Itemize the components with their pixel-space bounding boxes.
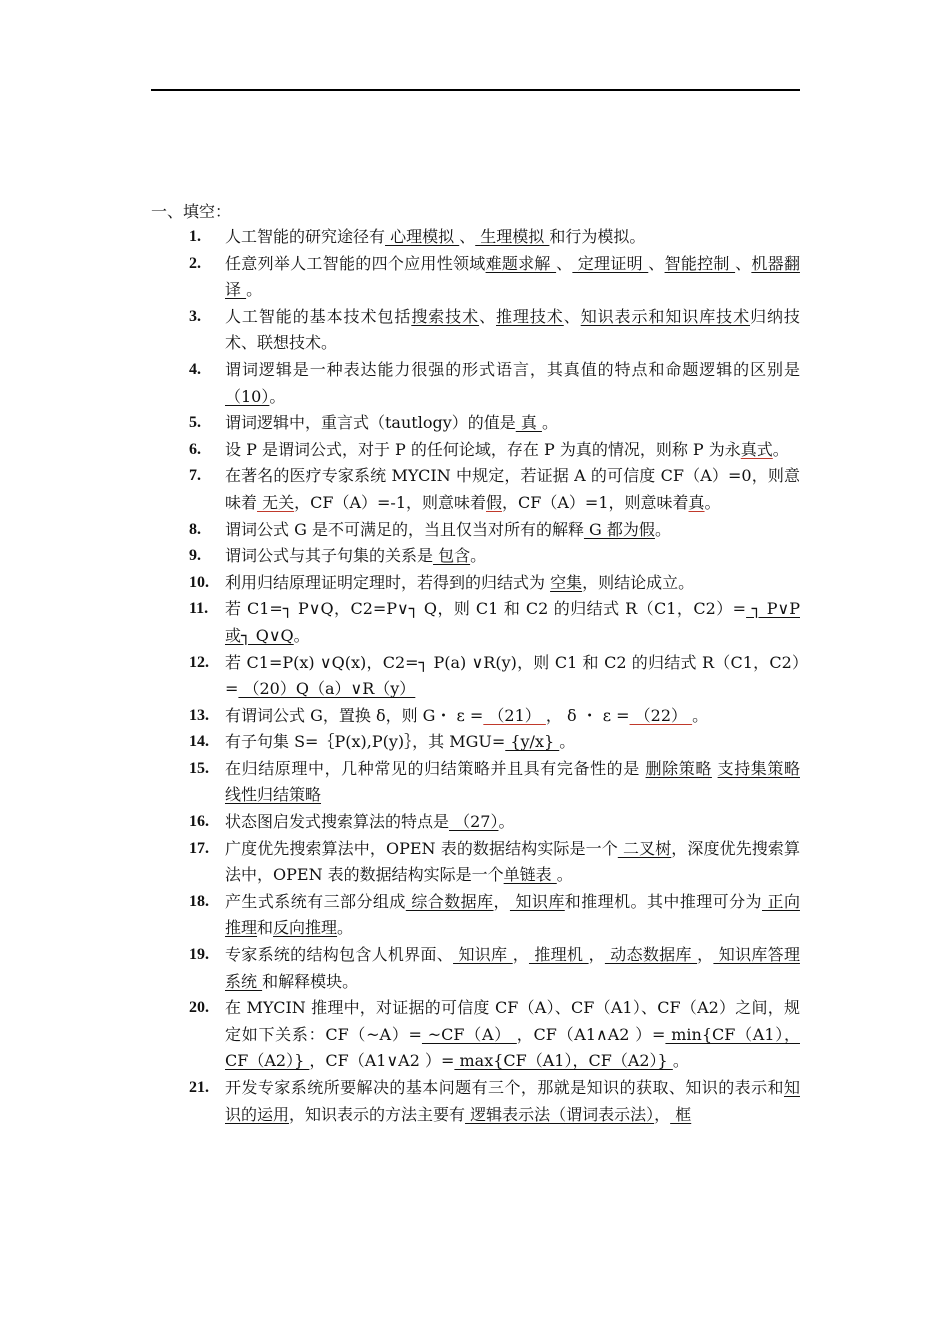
answer-blank: 包含 [433,546,471,566]
question-text: 。 [692,705,709,725]
answer-blank: （27） [449,812,499,832]
answer-blank: 机器翻译 [225,253,800,300]
answer-blank: 框 [670,1104,692,1124]
question-text: ， [697,945,714,965]
question-item [151,1075,800,1128]
question-item [151,995,800,1075]
answer-blank: 反向推理 [273,918,338,938]
document-body [151,200,800,1128]
answer-blank: 动态数据库 [604,945,698,965]
answer-blank: 难题求解 [485,253,557,273]
question-item [151,836,800,889]
question-text: 。 [772,439,789,459]
question-text: 。 [470,546,487,566]
question-number: 13. [189,706,209,724]
question-text: 。 [246,280,263,300]
answer-blank: max{CF（A1），CF（A2）} [454,1051,673,1071]
question-text: 。 [654,519,671,539]
question-number: 18. [189,892,209,910]
answer-blank: （22） [629,705,693,725]
question-text: 。 [498,812,515,832]
answer-blank: 生理模拟 [475,227,550,246]
question-text: 谓词公式 G 是不可满足的，当且仅当对所有的解释 [225,519,584,539]
answer-blank: 搜索技术 [411,306,480,326]
question-item [151,596,800,649]
page-header-rule [151,89,800,91]
answer-blank: （20）Q（a）∨R（y） [238,679,416,699]
answer-blank: 真 [688,492,705,512]
question-number: 19. [189,946,209,964]
question-text: 谓词逻辑是一种表达能力很强的形式语言，其真值的特点和命题逻辑的区别是 [225,359,800,379]
question-number: 20. [189,999,209,1017]
question-text: 。 [704,492,721,512]
question-item [151,251,800,304]
question-item [151,543,800,570]
question-text: 人工智能的研究途径有 [225,227,386,246]
question-text: ，知识表示的方法主要有 [289,1104,466,1124]
answer-blank: ~CF（A） [421,1024,517,1044]
question-text: ， [493,891,510,911]
question-text: 。 [337,918,354,938]
question-text: 归纳技术、联想技术。 [225,306,800,353]
answer-blank: 推理机 [528,945,589,965]
question-text: ，CF（A）=1，则意味着 [502,492,689,512]
answer-blank: 知识库 [509,891,565,911]
question-number: 6. [189,440,201,458]
question-text: 有子句集 S=｛P(x),P(y)｝，其 MGU= [225,732,506,752]
question-number: 15. [189,759,209,777]
answer-blank: 心理模拟 [385,227,460,246]
answer-blank: ┐ P∨P 或┐ Q∨Q [225,599,800,645]
question-text: 、 [459,227,476,246]
question-text: 、 [479,306,496,326]
section-heading: 一、填空： [151,202,232,221]
question-text: 产生式系统有三部分组成 [225,891,406,911]
question-number: 14. [189,733,209,751]
question-text: 、 [735,253,752,273]
question-number: 8. [189,520,201,538]
question-text: 和行为模拟。 [549,227,646,246]
question-item [151,304,800,357]
question-text: 谓词逻辑中，重言式（tautlogy）的值是 [225,413,516,433]
question-text: 广度优先搜索算法中，OPEN 表的数据结构实际是一个 [225,838,618,858]
question-text: 设 P 是谓词公式，对于 P 的任何论域，存在 P 为真的情况，则称 P 为永 [225,439,741,459]
question-item [151,703,800,730]
question-text: 在著名的医疗专家系统 MYCIN 中规定，若证据 A 的可信度 CF（A）=0，则意味着 [225,466,800,512]
question-text: 。 [269,386,286,406]
answer-blank: 支持集策略 [717,758,800,778]
question-text: 在归结原理中，几种常见的归结策略并且具有完备性的是 [225,758,646,778]
question-item [151,224,800,251]
question-text: 利用归结原理证明定理时，若得到的归结式为 [225,572,551,592]
question-list [151,224,800,1128]
question-text: ， δ ・ ε = [545,705,630,725]
question-text: ，CF（A1∧A2 ）= [516,1024,666,1044]
answer-blank: 知识库答理系统 [225,945,800,991]
question-text: 在 MYCIN 推理中，对证据的可信度 CF（A）、CF（A1）、CF（A2）之间，规定如下关系：CF（~A）= [225,998,800,1044]
question-text: 、 [563,306,581,326]
question-text: 。 [541,413,558,433]
answer-blank: 二叉树 [617,838,672,858]
question-text: ， [588,945,605,965]
question-number: 2. [189,254,201,272]
answer-blank: G 都为假 [583,519,655,539]
question-text: 。 [672,1051,689,1071]
question-text: 人工智能的基本技术包括 [225,306,412,326]
answer-blank: 无关 [257,492,295,512]
answer-blank: （10） [225,386,270,406]
answer-blank: 知识的运用 [225,1078,800,1124]
question-text: 。 [556,865,573,885]
question-item [151,410,800,437]
answer-blank: 删除策略 [645,758,712,778]
answer-blank: 综合数据库 [405,891,494,911]
question-text: 专家系统的结构包含人机界面、 [225,945,454,965]
question-number: 1. [189,228,201,245]
question-text: ， [654,1104,671,1124]
question-text: ，深度优先搜索算法中，OPEN 表的数据结构实际是一个 [225,838,800,885]
question-text: 。 [293,625,310,645]
question-item [151,942,800,995]
question-text: 和推理机。其中推理可分为 [564,891,762,911]
question-item [151,357,800,410]
answer-blank: （21） [483,705,546,725]
question-text: 、 [648,253,665,273]
question-number: 4. [189,360,201,378]
question-text: 状态图启发式搜索算法的特点是 [225,812,450,832]
question-text: 。 [559,732,576,752]
question-text: 有谓词公式 G，置换 δ，则 G・ ε = [225,705,484,725]
answer-blank: 正向推理 [225,891,800,938]
question-text: ，则结论成立。 [582,572,695,592]
question-item [151,756,800,809]
answer-blank: 知识表示和知识库技术 [580,306,751,326]
answer-blank: 真式 [740,439,773,459]
question-number: 11. [189,600,209,618]
answer-blank: 线性归结策略 [225,785,322,805]
question-item [151,729,800,756]
question-number: 17. [189,839,209,857]
question-text: 和解释模块。 [262,971,359,991]
question-text: ， [512,945,529,965]
question-number: 16. [189,813,209,831]
question-text: ，CF（A1∨A2 ）= [309,1051,455,1071]
question-text: 若 C1=P(x) ∨Q(x)，C2=┐ P(a) ∨R(y)，则 C1 和 C2 的归结式 R（C1，C2）= [225,652,800,699]
question-item [151,517,800,544]
question-item [151,437,800,464]
answer-blank: min{CF（A1），CF（A2）} [225,1024,800,1071]
answer-blank: 智能控制 [664,253,736,273]
question-text: 谓词公式与其子句集的关系是 [225,546,434,566]
answer-blank: 定理证明 [572,253,649,273]
answer-blank: 空集 [550,572,583,592]
question-text: 、 [556,253,573,273]
answer-blank: 单链表 [503,865,557,885]
question-item [151,889,800,942]
question-number: 21. [189,1079,209,1096]
question-item [151,809,800,836]
answer-blank: {y/x} [505,732,560,752]
question-number: 10. [189,573,209,591]
question-item [151,570,800,597]
answer-blank: 假 [486,492,503,512]
question-number: 7. [189,467,201,485]
answer-blank: 真 [515,413,542,433]
question-number: 12. [189,653,209,671]
question-text: 若 C1=┐ P∨Q，C2=P∨┐ Q，则 C1 和 C2 的归结式 R（C1，C2）= [225,599,747,619]
question-item [151,650,800,703]
question-text: 开发专家系统所要解决的基本问题有三个，那就是知识的获取、知识的表示和 [225,1078,784,1097]
question-text: 任意列举人工智能的四个应用性领域 [225,253,486,273]
question-item [151,463,800,516]
answer-blank: 推理技术 [496,306,564,326]
question-text: ，CF（A）=-1，则意味着 [294,492,487,512]
question-number: 3. [189,307,201,325]
question-number: 9. [189,547,201,565]
answer-blank: 知识库 [453,945,513,965]
answer-blank: 逻辑表示法（谓词表示法） [465,1104,655,1124]
question-number: 5. [189,414,201,432]
question-text: 和 [257,918,274,938]
